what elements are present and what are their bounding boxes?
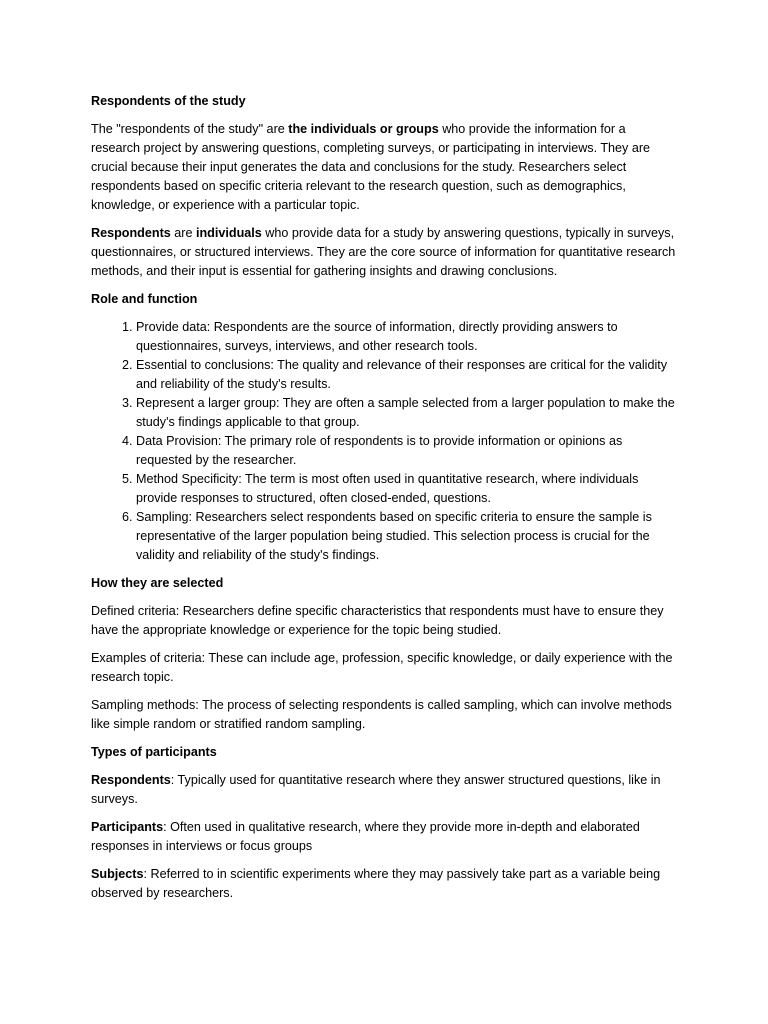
heading-types-of-participants: Types of participants [91, 745, 217, 759]
definition-paragraph [91, 224, 678, 281]
type-paragraph [91, 818, 678, 856]
definition-text: are [170, 226, 196, 240]
list-item: 4. Data Provision: The primary role of respondents is to provide information or opinions as requested by the researcher. [136, 432, 678, 470]
list-item: 6. Sampling: Researchers select respondents based on specific criteria to ensure the sample is representative of the larger population being studied. This selection process is crucial for the validity and reliability of the study's findings. [136, 508, 678, 565]
type-paragraph [91, 771, 678, 809]
intro-text: The "respondents of the study" are [91, 122, 289, 136]
list-item: 5. Method Specificity: The term is most often used in quantitative research, where individuals provide responses to structured, often closed-ended, questions. [136, 470, 678, 508]
list-item: 1. Provide data: Respondents are the source of information, directly providing answers to questionnaires, surveys, interviews, and other research tools. [136, 318, 678, 356]
type-term: Subjects [91, 867, 144, 881]
role-list [91, 318, 678, 565]
definition-bold-individuals: individuals [195, 226, 262, 240]
list-item: 3. Represent a larger group: They are often a sample selected from a larger population to make the study's findings applicable to that group. [136, 394, 678, 432]
type-description: : Often used in qualitative research, where they provide more in-depth and elaborated responses in interviews or focus groups [91, 820, 640, 853]
selected-paragraph: Sampling methods: The process of selecting respondents is called sampling, which can involve methods like simple random or stratified random sampling. [91, 698, 672, 731]
intro-text-rest: who provide the information for a research project by answering questions, completing surveys, or participating in interviews. They are crucial because their input generates the data and conclusions for the study. Researchers select respondents based on specific criteria relevant to the research question, such as demographics, knowledge, or experience with a particular topic. [91, 122, 651, 212]
type-description: : Referred to in scientific experiments where they may passively take part as a variable being observed by researchers. [91, 867, 661, 900]
definition-bold-term: Respondents [91, 226, 171, 240]
intro-bold: the individuals or groups [288, 122, 439, 136]
selected-paragraph: Defined criteria: Researchers define specific characteristics that respondents must have to ensure they have the appropriate knowledge or experience for the topic being studied. [91, 604, 664, 637]
heading-role-and-function: Role and function [91, 292, 198, 306]
intro-paragraph [91, 120, 678, 215]
type-term: Participants [91, 820, 164, 834]
type-term: Respondents [91, 773, 171, 787]
type-description: : Typically used for quantitative research where they answer structured questions, like in surveys. [91, 773, 661, 806]
selected-paragraph: Examples of criteria: These can include age, profession, specific knowledge, or daily experience with the research topic. [91, 651, 673, 684]
list-item: 2. Essential to conclusions: The quality and relevance of their responses are critical for the validity and reliability of the study's results. [136, 356, 678, 394]
type-paragraph [91, 865, 678, 903]
heading-how-they-are-selected: How they are selected [91, 576, 224, 590]
definition-text-rest: who provide data for a study by answering questions, typically in surveys, questionnaires, or structured interviews. They are the core source of information for quantitative research methods, and their input is essential for gathering insights and drawing conclusions. [91, 226, 676, 278]
heading-respondents-of-the-study: Respondents of the study [91, 94, 246, 108]
